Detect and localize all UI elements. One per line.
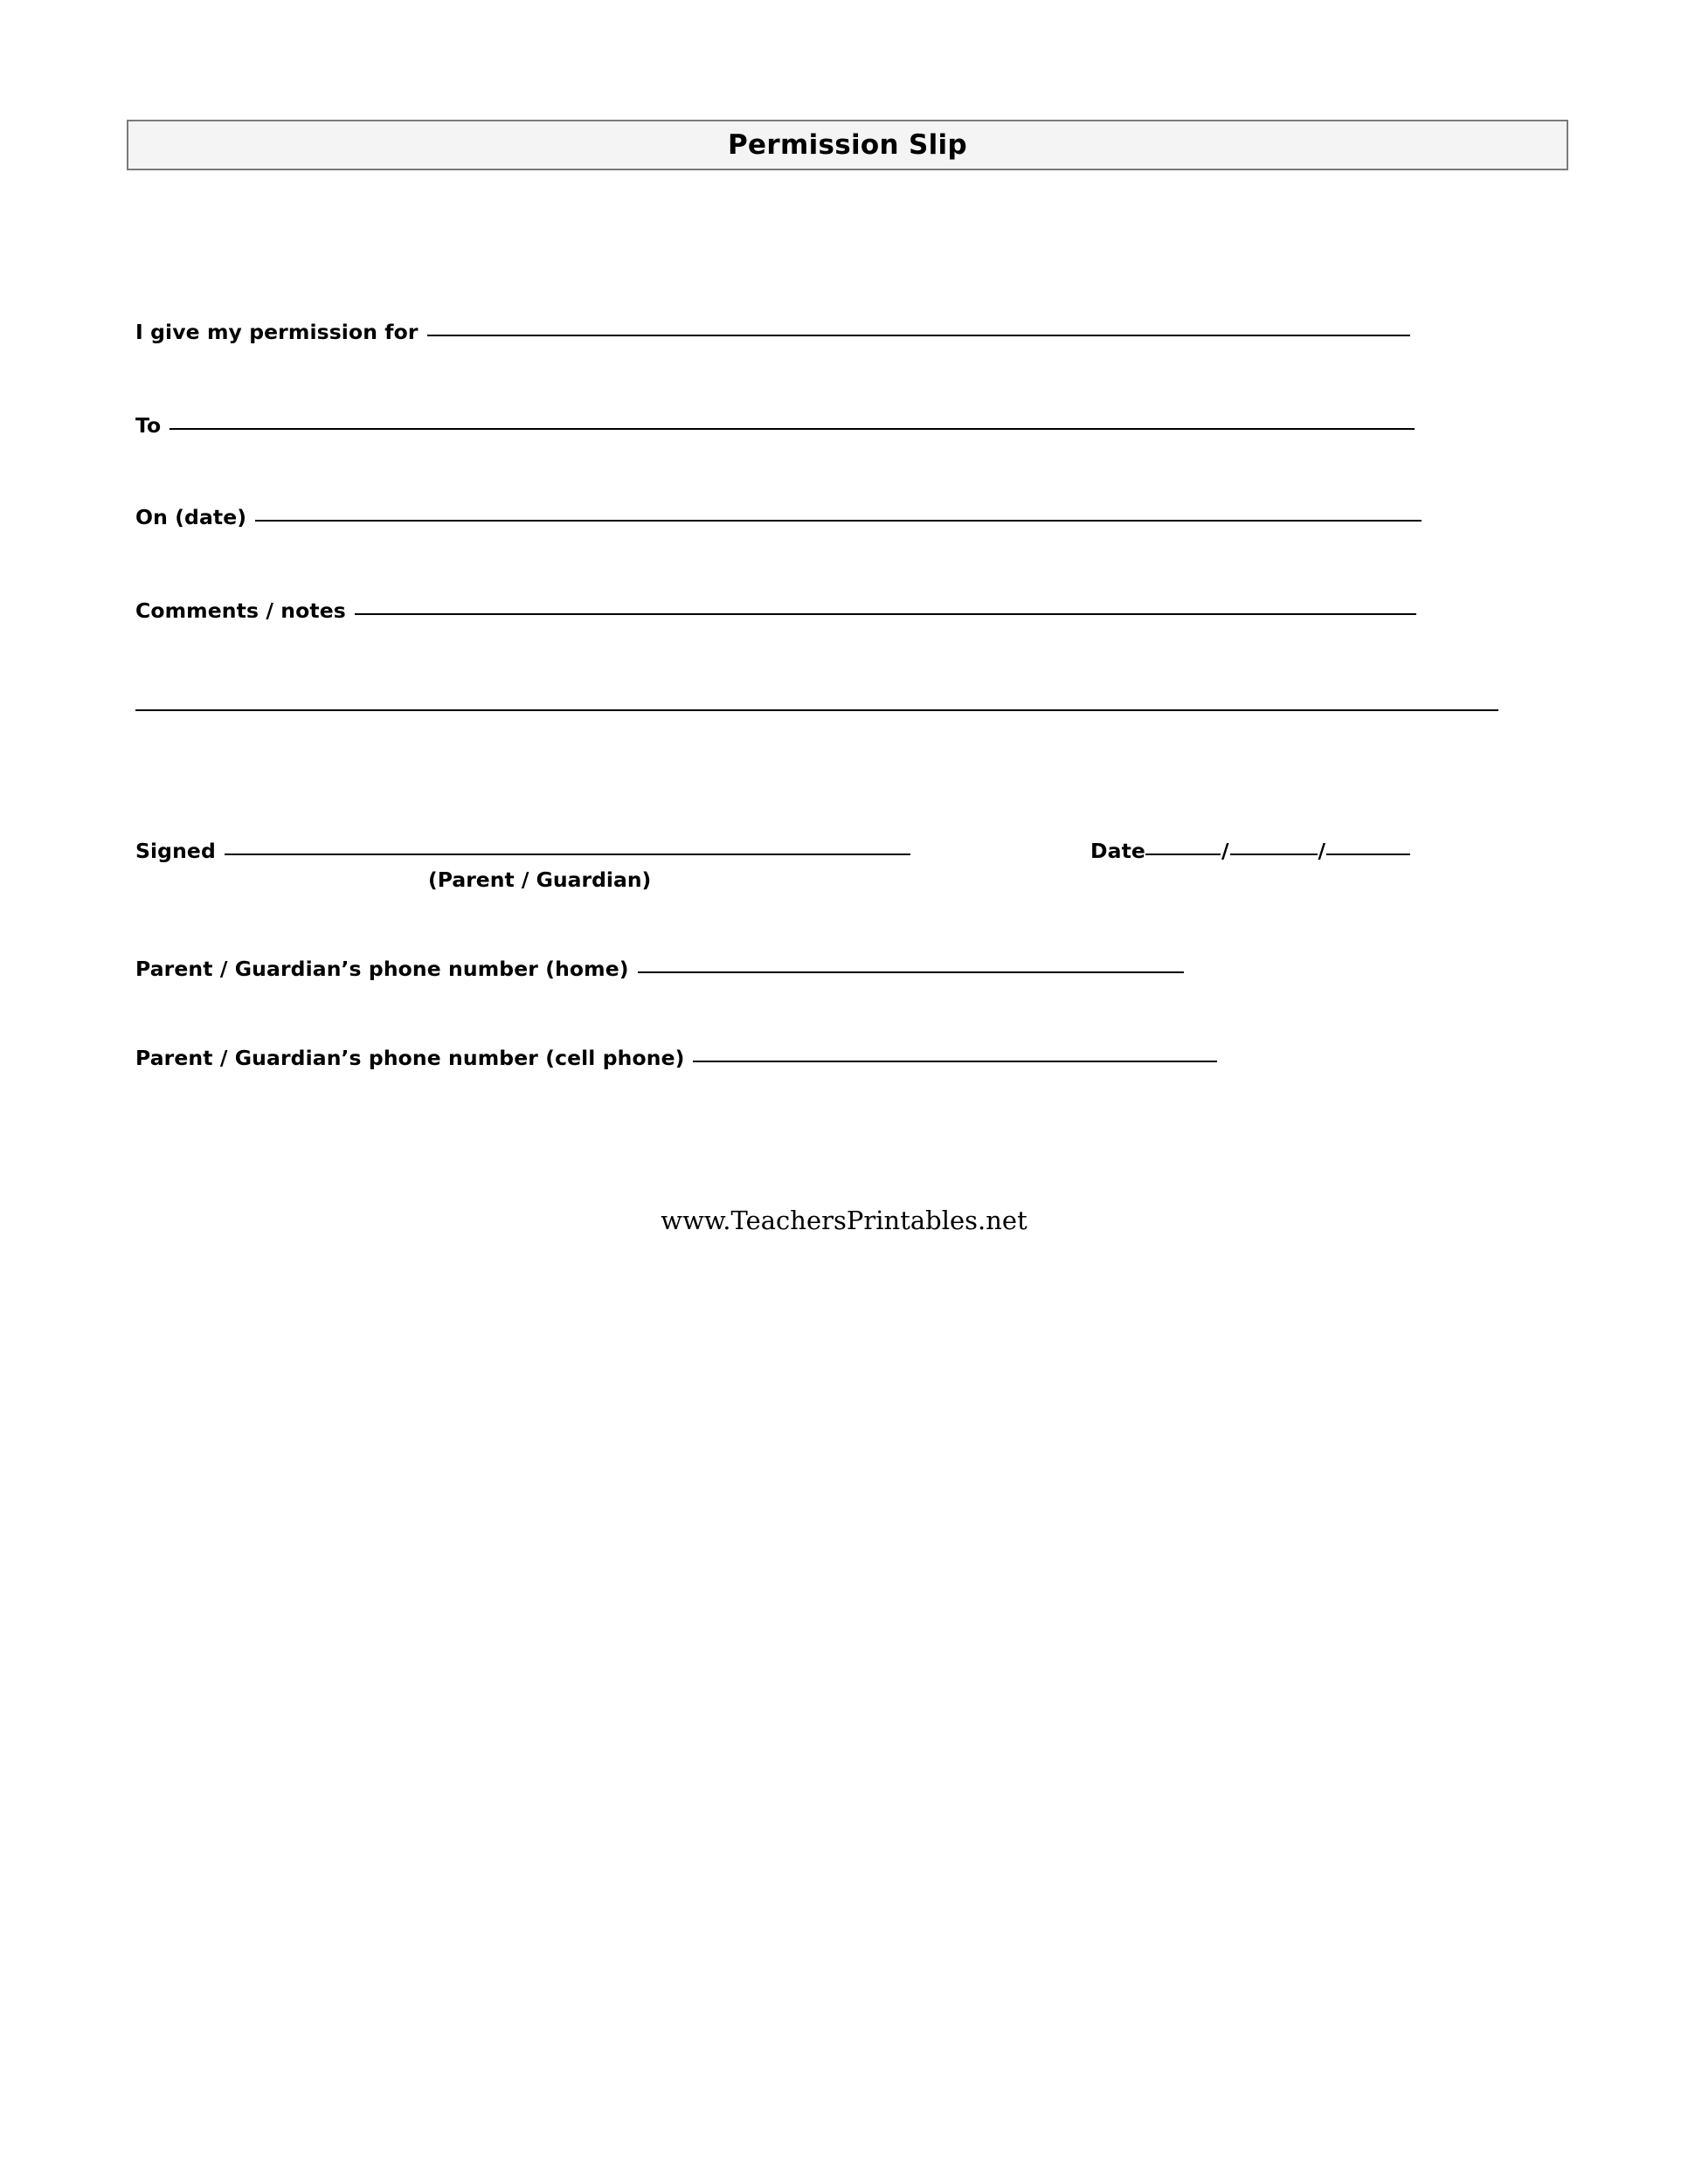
field-phone-home-input[interactable] xyxy=(638,971,1184,973)
footer-website: www.TeachersPrintables.net xyxy=(661,1206,1027,1235)
field-on-date-input[interactable] xyxy=(255,520,1422,522)
field-to-input[interactable] xyxy=(169,428,1415,430)
signature-sub-label-wrap xyxy=(428,867,651,892)
field-signed xyxy=(135,839,910,863)
field-signed-label: Signed xyxy=(135,839,216,863)
field-on-date xyxy=(135,505,1422,529)
date-separator-2: / xyxy=(1318,839,1326,863)
document-title-bar xyxy=(127,120,1568,170)
page-title: Permission Slip xyxy=(728,129,967,161)
field-comments-label: Comments / notes xyxy=(135,598,346,623)
signature-sub-label: (Parent / Guardian) xyxy=(428,867,652,892)
field-phone-home-label: Parent / Guardian’s phone number (home) xyxy=(135,957,629,981)
field-to-label: To xyxy=(135,413,162,438)
field-signature-date-label: Date xyxy=(1090,839,1145,863)
field-phone-cell-label: Parent / Guardian’s phone number (cell phone) xyxy=(135,1046,685,1070)
field-to xyxy=(135,413,1415,438)
field-phone-home xyxy=(135,957,1184,981)
signature-date-year-input[interactable] xyxy=(1326,854,1410,855)
field-signature-date xyxy=(1090,839,1410,863)
field-phone-cell-input[interactable] xyxy=(693,1061,1217,1062)
field-comments-input-line-2[interactable] xyxy=(135,709,1498,711)
signature-date-day-input[interactable] xyxy=(1230,854,1318,855)
field-phone-cell xyxy=(135,1046,1217,1070)
signature-date-month-input[interactable] xyxy=(1145,854,1221,855)
field-permission-for xyxy=(135,320,1410,344)
signature-date-parts xyxy=(1145,839,1410,863)
field-comments-input-line-1[interactable] xyxy=(355,613,1416,615)
field-comments xyxy=(135,598,1416,623)
field-permission-for-label: I give my permission for xyxy=(135,320,419,344)
field-signed-input[interactable] xyxy=(225,854,910,855)
field-on-date-label: On (date) xyxy=(135,505,247,529)
date-separator-1: / xyxy=(1221,839,1229,863)
field-permission-for-input[interactable] xyxy=(427,335,1410,336)
